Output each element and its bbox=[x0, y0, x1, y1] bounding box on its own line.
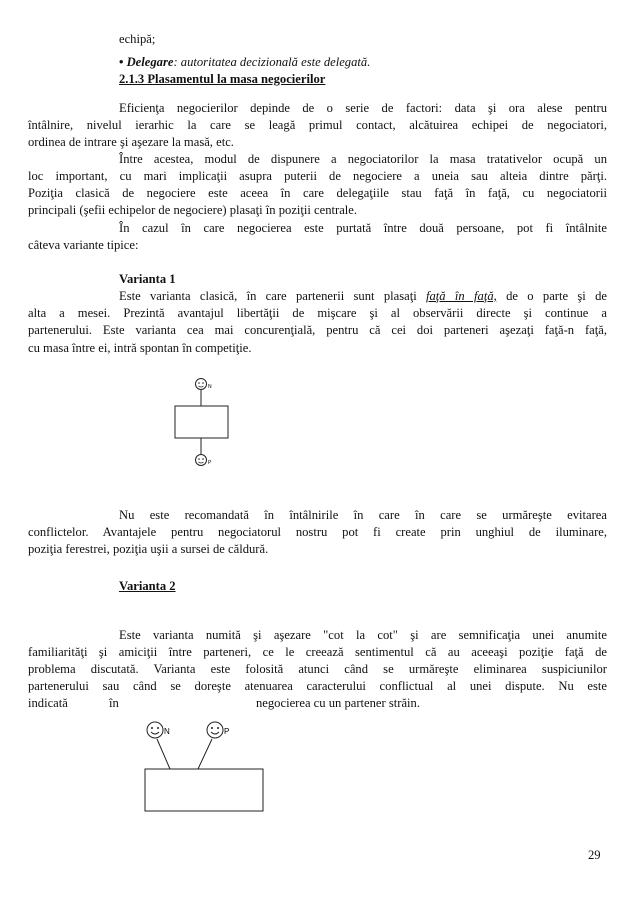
delegare-term: Delegare bbox=[126, 55, 174, 69]
paragraph-line: poziţia ferestrei, poziţia uşii a sursei de căldură. bbox=[28, 542, 269, 556]
paragraph-line: În cazul în care negocierea este purtată între două persoane, pot fi întâlnite bbox=[119, 221, 607, 235]
paragraph-line bbox=[28, 696, 68, 711]
delegare-line bbox=[119, 55, 370, 70]
emphasis-text: faţă în faţă, bbox=[426, 289, 497, 303]
paragraph-line: Eficienţa negocierilor depinde de o serie de factori: data şi ora alese pentru bbox=[119, 101, 607, 115]
label-right: P bbox=[224, 727, 230, 736]
person-top-icon bbox=[196, 379, 207, 390]
paragraph-line: Nu este recomandată în întâlnirile în care în care se urmăreşte evitarea bbox=[119, 508, 607, 522]
page-number: 29 bbox=[588, 848, 601, 862]
person-right-icon bbox=[207, 722, 223, 738]
paragraph-line: întâlnire, nivelul ierarhic la care se leagă primul contact, alcătuirea echipei de negociatori, bbox=[28, 118, 607, 132]
table-shape bbox=[175, 406, 228, 438]
paragraph-line: conflictelor. Avantajele pentru negociatorul nostru pot fi create prin unghiul de iluminare, bbox=[28, 525, 607, 539]
section-title: 2.1.3 Plasamentul la masa negocierilor bbox=[119, 72, 326, 86]
paragraph-line: Este varianta numită şi aşezare "cot la cot" şi are semnificaţia unei anumite bbox=[119, 628, 607, 642]
person-bottom-icon bbox=[196, 455, 207, 466]
label-top: N bbox=[208, 384, 212, 390]
delegare-definition: : autoritatea decizională este delegată. bbox=[173, 55, 371, 69]
label-bottom: P bbox=[208, 460, 212, 466]
paragraph-line: loc important, cu mari implicaţii asupra puterii de negociere a uneia sau alteia dintre părţi. bbox=[28, 169, 607, 183]
paragraph-line: alta a mesei. Prezintă avantajul libertăţii de mişcare şi al observării directe şi continue a bbox=[28, 306, 607, 320]
paragraph-line: ordinea de intrare şi aşezare la masă, etc. bbox=[28, 135, 234, 149]
label-left: N bbox=[164, 727, 170, 736]
varianta1-title: Varianta 1 bbox=[119, 272, 176, 286]
paragraph-line: Între acestea, modul de dispunere a negociatorilor la masa tratativelor ocupă un bbox=[119, 152, 607, 166]
text-span: de o parte şi de bbox=[496, 289, 607, 303]
text-line: echipă; bbox=[119, 32, 156, 46]
figure-face-to-face bbox=[160, 375, 240, 475]
paragraph-line: principali (şefii echipelor de negociere) plasaţi în poziţii centrale. bbox=[28, 203, 358, 217]
paragraph-line bbox=[119, 289, 607, 304]
connector-line bbox=[198, 739, 212, 769]
text-span: Este varianta clasică, în care partenerii sunt plasaţi bbox=[119, 289, 427, 303]
text-span: în bbox=[109, 696, 119, 710]
person-left-icon bbox=[147, 722, 163, 738]
bullet: • bbox=[119, 55, 124, 69]
paragraph-line: câteva variante tipice: bbox=[28, 238, 139, 252]
table-shape bbox=[145, 769, 263, 811]
text-span: indicată bbox=[28, 696, 68, 710]
connector-line bbox=[157, 739, 170, 769]
varianta2-title: Varianta 2 bbox=[119, 579, 176, 593]
paragraph-line: Poziţia clasică de negociere este aceea în care delegaţiile stau faţă în faţă, cu negociatorii bbox=[28, 186, 607, 200]
paragraph-line: familiarităţi şi amiciţii între parteneri, ce le creează sentimentul că au aceeaşi poziţie faţă de bbox=[28, 645, 607, 659]
text-span: negocierea cu un partener străin. bbox=[256, 696, 420, 710]
paragraph-line: problema discutată. Varianta este folosită atunci când se urmăreşte eliminarea suspiciunilor bbox=[28, 662, 607, 676]
paragraph-line: partenerului sau când se doreşte atenuarea caracterului conflictual al unei dispute. Nu este bbox=[28, 679, 607, 693]
paragraph-line: cu masa între ei, intră spontan în competiţie. bbox=[28, 341, 252, 355]
figure-side-by-side bbox=[140, 718, 270, 828]
paragraph-line: partenerului. Este varianta cea mai concurenţială, pentru că cei doi parteneri aşezaţi faţă-n faţă, bbox=[28, 323, 607, 337]
